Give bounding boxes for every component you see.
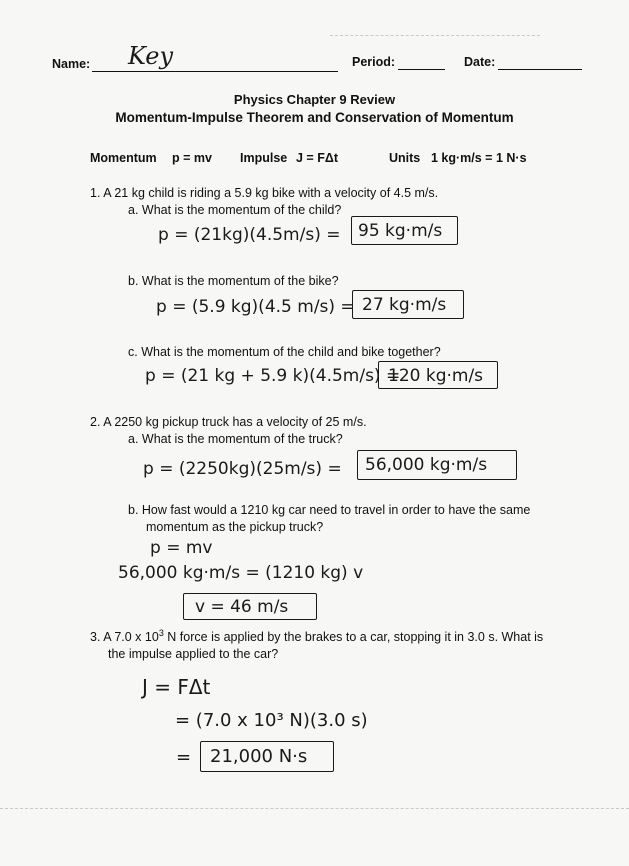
- q1c-work: p = (21 kg + 5.9 k)(4.5m/s) =: [145, 366, 401, 386]
- q3-text-line-1: [90, 628, 543, 644]
- momentum-label: Momentum: [90, 151, 157, 165]
- q2b-work-1: p = mv: [150, 538, 213, 558]
- q1b-answer: 27 kg·m/s: [362, 295, 447, 315]
- q2b-answer: v = 46 m/s: [195, 597, 289, 617]
- q3-work-3-equals: =: [176, 747, 192, 768]
- q2a-work: p = (2250kg)(25m/s) =: [143, 459, 342, 479]
- q1a-answer: 95 kg·m/s: [358, 221, 443, 241]
- units-label: Units: [389, 151, 421, 165]
- q1-text: 1. A 21 kg child is riding a 5.9 kg bike with a velocity of 4.5 m/s.: [90, 186, 439, 200]
- q1a-text: a. What is the momentum of the child?: [128, 203, 342, 217]
- impulse-formula: J = FΔt: [296, 151, 338, 165]
- scan-dotted-line: [330, 35, 540, 36]
- q2a-answer: 56,000 kg·m/s: [365, 455, 488, 475]
- momentum-formula: p = mv: [172, 151, 212, 165]
- q3-text-exponent: 3: [158, 628, 164, 638]
- q2b-text-line-2: momentum as the pickup truck?: [146, 520, 324, 534]
- name-handwriting: Key: [128, 42, 174, 70]
- scan-dotted-line-bottom: [0, 808, 629, 809]
- q2-text: 2. A 2250 kg pickup truck has a velocity of 25 m/s.: [90, 415, 367, 429]
- q3-work-1: J = FΔt: [142, 675, 211, 699]
- period-label: Period:: [352, 55, 396, 69]
- q2b-text-line-1: b. How fast would a 1210 kg car need to travel in order to have the same: [128, 503, 531, 517]
- date-label: Date:: [464, 55, 496, 69]
- impulse-label: Impulse: [240, 151, 288, 165]
- name-line: [92, 71, 338, 72]
- q3-text-part-2: N force is applied by the brakes to a car, stopping it in 3.0 s. What is: [163, 630, 544, 645]
- q1c-text: c. What is the momentum of the child and bike together?: [128, 345, 441, 359]
- q2a-text: a. What is the momentum of the truck?: [128, 432, 343, 446]
- q1b-work: p = (5.9 kg)(4.5 m/s) =: [156, 297, 355, 317]
- q1a-work: p = (21kg)(4.5m/s) =: [158, 225, 341, 245]
- q3-text-part-1: 3. A 7.0 x 10: [90, 630, 159, 645]
- q2b-work-2: 56,000 kg·m/s = (1210 kg) v: [118, 563, 364, 583]
- period-line: [398, 69, 445, 70]
- q3-answer: 21,000 N·s: [210, 746, 308, 767]
- units-formula: 1 kg·m/s = 1 N·s: [431, 151, 527, 165]
- q1b-text: b. What is the momentum of the bike?: [128, 274, 339, 288]
- name-label: Name:: [52, 57, 91, 71]
- q1c-answer: 120 kg·m/s: [388, 366, 484, 386]
- q3-work-2: = (7.0 x 10³ N)(3.0 s): [175, 710, 368, 731]
- date-line: [498, 69, 582, 70]
- title-line-2: Momentum-Impulse Theorem and Conservation of Momentum: [115, 110, 514, 125]
- q3-text-line-2: the impulse applied to the car?: [108, 647, 279, 661]
- title-line-1: Physics Chapter 9 Review: [233, 92, 396, 107]
